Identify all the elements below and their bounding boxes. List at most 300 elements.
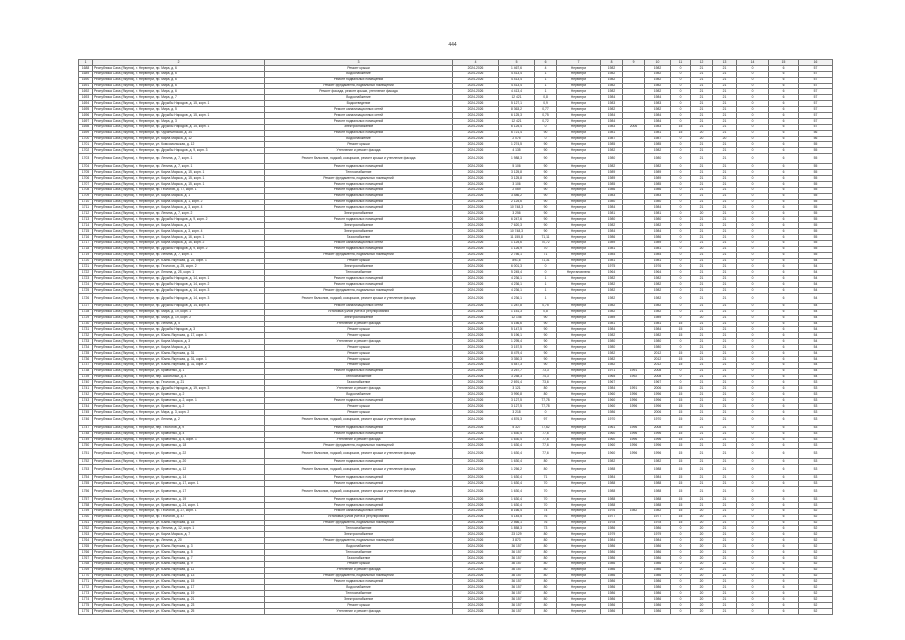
work-type-cell: Ремонт фундамента, подвальных помещений bbox=[265, 287, 453, 293]
year-built-cell: 1989 bbox=[601, 176, 623, 182]
row-number-cell: 1722 bbox=[79, 270, 93, 276]
value-cell: 6 bbox=[769, 520, 799, 526]
period-cell: 2024-2026 bbox=[453, 282, 499, 288]
address-cell: Республика Саха (Якутия), г. Нерюнгри, ул. Южно-Якутская, д. 31 bbox=[93, 350, 265, 356]
wear-cell: 0 bbox=[535, 270, 557, 276]
work-type-cell: Утепление и ремонт фасада bbox=[265, 608, 453, 614]
year-cell: 1986 bbox=[645, 585, 671, 591]
year-built-cell: 1960 bbox=[601, 449, 623, 459]
area-cell: 3 990,8 bbox=[499, 392, 535, 398]
value-cell: 21 bbox=[713, 176, 737, 182]
work-type-cell: Утепление и ремонт фасада bbox=[265, 437, 453, 443]
wear-cell: 1 bbox=[535, 287, 557, 293]
value-cell: 6 bbox=[769, 107, 799, 113]
location-cell: Нерюнгри bbox=[557, 555, 601, 561]
value-cell: 21 bbox=[713, 118, 737, 124]
row-number-cell: 1703 bbox=[79, 154, 93, 164]
address-cell: Республика Саха (Якутия), г. Нерюнгри, ул. Карла Маркса, д. 1 bbox=[93, 223, 265, 229]
wear-cell: 73,3 bbox=[535, 368, 557, 374]
value-cell: 15 bbox=[671, 520, 691, 526]
year-built-cell: 1988 bbox=[601, 497, 623, 503]
value-cell: 21 bbox=[713, 437, 737, 443]
wear-cell: 77,6 bbox=[535, 443, 557, 449]
table-row bbox=[79, 608, 833, 614]
year-built-cell: 1984 bbox=[601, 118, 623, 124]
value-cell: 21 bbox=[713, 124, 737, 130]
work-type-cell: Ремонт фасада, ремонт крыши, утепление фасада bbox=[265, 89, 453, 95]
address-cell: Республика Саха (Якутия), г. Нерюнгри, ул. Кравченко, д. 17 bbox=[93, 487, 265, 497]
value-cell: 21 bbox=[713, 164, 737, 170]
year-cell: 1982 bbox=[645, 287, 671, 293]
value-cell: 21 bbox=[713, 142, 737, 148]
wear-cell: 0,72 bbox=[535, 118, 557, 124]
value-cell: 0 bbox=[671, 118, 691, 124]
value-cell: 21 bbox=[691, 350, 713, 356]
work-type-cell: Ремонт подвальных помещений bbox=[265, 502, 453, 508]
year-built-cell: 1984 bbox=[601, 95, 623, 101]
score-cell: 52 bbox=[799, 508, 833, 514]
value-cell: 15 bbox=[671, 362, 691, 368]
value-cell: 21 bbox=[713, 431, 737, 437]
work-type-cell: Ремонт подвальных помещений bbox=[265, 276, 453, 282]
year-built-cell: 1984 bbox=[601, 252, 623, 258]
row-number-cell: 1770 bbox=[79, 573, 93, 579]
address-cell: Республика Саха (Якутия), г. Нерюнгри, пр. Дружбы Народов, д. 9, корп. 2 bbox=[93, 217, 265, 223]
year-cell: 1980 bbox=[645, 339, 671, 345]
location-cell: Нерюнгри bbox=[557, 77, 601, 83]
score-cell: 53 bbox=[799, 502, 833, 508]
row-number-cell: 1752 bbox=[79, 459, 93, 465]
value-cell: 0 bbox=[737, 264, 769, 270]
score-cell: 55 bbox=[799, 170, 833, 176]
value-cell: 0 bbox=[671, 603, 691, 609]
location-cell: Нерюнгри bbox=[557, 65, 601, 71]
address-cell: Республика Саха (Якутия), г. Нерюнгри, пр. Ленина, д. 7, корп. 1 bbox=[93, 252, 265, 258]
row-number-cell: 1697 bbox=[79, 118, 93, 124]
area-cell: 11 155,8 bbox=[499, 234, 535, 240]
area-cell: 4 547,3 bbox=[499, 362, 535, 368]
year-built-cell: 1982 bbox=[601, 65, 623, 71]
value-cell: 21 bbox=[713, 339, 737, 345]
year-built-cell: 1982 bbox=[601, 362, 623, 368]
year-built-cell: 1986 bbox=[601, 544, 623, 550]
period-cell: 2024-2026 bbox=[453, 65, 499, 71]
value-cell: 0 bbox=[737, 392, 769, 398]
value-cell: 6 bbox=[769, 321, 799, 327]
year-repair-cell: 1996 bbox=[623, 425, 645, 431]
year-repair-cell: 1996 bbox=[623, 437, 645, 443]
value-cell: 21 bbox=[713, 89, 737, 95]
value-cell: 21 bbox=[713, 270, 737, 276]
work-type-cell: Ремонт канализационных сетей bbox=[265, 240, 453, 246]
value-cell: 0 bbox=[737, 89, 769, 95]
column-header: 7 bbox=[557, 60, 601, 66]
area-cell: 4 413,4 bbox=[499, 83, 535, 89]
work-type-cell: Ремонт канализационных сетей bbox=[265, 113, 453, 119]
year-cell: 1988 bbox=[645, 465, 671, 475]
value-cell: 21 bbox=[691, 264, 713, 270]
score-cell: 54 bbox=[799, 303, 833, 309]
year-cell: 1983 bbox=[645, 101, 671, 107]
area-cell: 1 630,4 bbox=[499, 502, 535, 508]
address-cell: Республика Саха (Якутия), г. Нерюнгри, пр. Дружбы Народов, д. 14, корп. 1 bbox=[93, 276, 265, 282]
period-cell: 2024-2026 bbox=[453, 550, 499, 556]
work-type-cell: Теплоснабжение bbox=[265, 374, 453, 380]
value-cell: 21 bbox=[691, 71, 713, 77]
value-cell: 0 bbox=[737, 431, 769, 437]
wear-cell: 77,6 bbox=[535, 431, 557, 437]
value-cell: 6 bbox=[769, 264, 799, 270]
year-cell: 1984 bbox=[645, 475, 671, 481]
value-cell: 21 bbox=[691, 113, 713, 119]
row-number-cell: 1734 bbox=[79, 345, 93, 351]
wear-cell: 90 bbox=[535, 176, 557, 182]
value-cell: 6 bbox=[769, 95, 799, 101]
location-cell: Нерюнгри bbox=[557, 293, 601, 303]
year-cell: 1996 bbox=[645, 443, 671, 449]
wear-cell: 71 bbox=[535, 475, 557, 481]
address-cell: Республика Саха (Якутия), г. Нерюнгри, ул. Кравченко, д. 2, корп. 1 bbox=[93, 398, 265, 404]
area-cell: 2 566,1 bbox=[499, 520, 535, 526]
value-cell: 21 bbox=[713, 71, 737, 77]
value-cell: 21 bbox=[691, 303, 713, 309]
location-cell: Нерюнгри bbox=[557, 502, 601, 508]
row-number-cell: 1702 bbox=[79, 148, 93, 154]
year-repair-cell: 1996 bbox=[623, 392, 645, 398]
wear-cell: 80 bbox=[535, 550, 557, 556]
column-header: 13 bbox=[713, 60, 737, 66]
year-built-cell: 1967 bbox=[601, 380, 623, 386]
wear-cell: 90 bbox=[535, 148, 557, 154]
value-cell: 15 bbox=[671, 327, 691, 333]
year-cell: 2008 bbox=[645, 368, 671, 374]
work-type-cell: Водоснабжение bbox=[265, 544, 453, 550]
location-cell: Нерюнгри bbox=[557, 532, 601, 538]
value-cell: 0 bbox=[671, 199, 691, 205]
period-cell: 2024-2026 bbox=[453, 211, 499, 217]
value-cell: 15 bbox=[671, 403, 691, 409]
location-cell: Нерюнгри bbox=[557, 327, 601, 333]
value-cell: 0 bbox=[737, 77, 769, 83]
value-cell: 21 bbox=[713, 130, 737, 136]
period-cell: 2024-2026 bbox=[453, 579, 499, 585]
row-number-cell: 1753 bbox=[79, 465, 93, 475]
value-cell: 20 bbox=[691, 603, 713, 609]
wear-cell: 90 bbox=[535, 142, 557, 148]
address-cell: Республика Саха (Якутия), г. Нерюнгри, пр. Дружбы Народов, д. 19, корп. 3 bbox=[93, 386, 265, 392]
value-cell: 21 bbox=[713, 205, 737, 211]
wear-cell: 80 bbox=[535, 555, 557, 561]
address-cell: Республика Саха (Якутия), г. Нерюнгри, ул. Карла Маркса, д. 16, корп. 1 bbox=[93, 234, 265, 240]
period-cell: 2024-2026 bbox=[453, 309, 499, 315]
location-cell: Нерюнгри bbox=[557, 287, 601, 293]
year-cell: 1996 bbox=[645, 392, 671, 398]
location-cell: Нерюнгри bbox=[557, 193, 601, 199]
row-number-cell: 1725 bbox=[79, 287, 93, 293]
location-cell: Нерюнгри bbox=[557, 465, 601, 475]
period-cell: 2024-2026 bbox=[453, 164, 499, 170]
score-cell: 57 bbox=[799, 71, 833, 77]
value-cell: 21 bbox=[713, 252, 737, 258]
value-cell: 21 bbox=[691, 217, 713, 223]
value-cell: 21 bbox=[713, 101, 737, 107]
value-cell: 0 bbox=[671, 83, 691, 89]
value-cell: 21 bbox=[713, 327, 737, 333]
period-cell: 2024-2026 bbox=[453, 101, 499, 107]
period-cell: 2024-2026 bbox=[453, 89, 499, 95]
area-cell: 2 125,6 bbox=[499, 199, 535, 205]
year-built-cell: 1981 bbox=[601, 246, 623, 252]
value-cell: 0 bbox=[671, 303, 691, 309]
value-cell: 21 bbox=[713, 497, 737, 503]
value-cell: 6 bbox=[769, 392, 799, 398]
area-cell: 1 151,3 bbox=[499, 309, 535, 315]
year-cell: 2008 bbox=[645, 425, 671, 431]
value-cell: 0 bbox=[737, 136, 769, 142]
value-cell: 6 bbox=[769, 459, 799, 465]
wear-cell: 90 bbox=[535, 315, 557, 321]
value-cell: 21 bbox=[691, 83, 713, 89]
location-cell: Нерюнгри bbox=[557, 240, 601, 246]
value-cell: 6 bbox=[769, 608, 799, 614]
value-cell: 21 bbox=[691, 443, 713, 449]
wear-cell: 77,78 bbox=[535, 403, 557, 409]
value-cell: 21 bbox=[713, 333, 737, 339]
value-cell: 0 bbox=[737, 246, 769, 252]
score-cell: 57 bbox=[799, 83, 833, 89]
year-built-cell: 1982 bbox=[601, 89, 623, 95]
year-built-cell: 1981 bbox=[601, 211, 623, 217]
work-type-cell: Ремонт канализационных сетей bbox=[265, 303, 453, 309]
value-cell: 0 bbox=[737, 459, 769, 465]
value-cell: 20 bbox=[691, 130, 713, 136]
value-cell: 0 bbox=[671, 234, 691, 240]
area-cell: 3 157,5 bbox=[499, 345, 535, 351]
value-cell: 6 bbox=[769, 124, 799, 130]
value-cell: 0 bbox=[737, 514, 769, 520]
score-cell: 54 bbox=[799, 276, 833, 282]
address-cell: Республика Саха (Якутия), г. Нерюнгри, пр. Геологов, д. 21 bbox=[93, 380, 265, 386]
area-cell: 1 630,4 bbox=[499, 459, 535, 465]
row-number-cell: 1740 bbox=[79, 380, 93, 386]
score-cell: 57 bbox=[799, 77, 833, 83]
score-cell: 52 bbox=[799, 544, 833, 550]
area-cell: 3 486,2 bbox=[499, 193, 535, 199]
wear-cell: 90 bbox=[535, 356, 557, 362]
period-cell: 2024-2026 bbox=[453, 270, 499, 276]
year-cell: 1986 bbox=[645, 526, 671, 532]
address-cell: Республика Саха (Якутия), г. Нерюнгри, ул. Карла Маркса, д. 15, корп. 1 bbox=[93, 176, 265, 182]
value-cell: 6 bbox=[769, 386, 799, 392]
value-cell: 21 bbox=[691, 362, 713, 368]
score-cell: 55 bbox=[799, 252, 833, 258]
work-type-cell: Утепление и ремонт фасада bbox=[265, 567, 453, 573]
work-type-cell: Ремонт канализационных сетей bbox=[265, 508, 453, 514]
row-number-cell: 1704 bbox=[79, 164, 93, 170]
year-built-cell: 1982 bbox=[601, 459, 623, 465]
area-cell: 6 247,6 bbox=[499, 217, 535, 223]
value-cell: 21 bbox=[691, 475, 713, 481]
address-cell: Республика Саха (Якутия), г. Нерюнгри, ул. Карла Маркса, д. 7 bbox=[93, 532, 265, 538]
wear-cell: 80 bbox=[535, 532, 557, 538]
score-cell: 52 bbox=[799, 579, 833, 585]
area-cell: 3 218 bbox=[499, 409, 535, 415]
period-cell: 2024-2026 bbox=[453, 339, 499, 345]
year-built-cell: 1980 bbox=[601, 339, 623, 345]
period-cell: 2024-2026 bbox=[453, 142, 499, 148]
period-cell: 2024-2026 bbox=[453, 176, 499, 182]
period-cell: 2024-2026 bbox=[453, 532, 499, 538]
score-cell: 53 bbox=[799, 449, 833, 459]
value-cell: 15 bbox=[671, 487, 691, 497]
year-cell: 1980 bbox=[645, 199, 671, 205]
value-cell: 0 bbox=[671, 561, 691, 567]
value-cell: 6 bbox=[769, 205, 799, 211]
value-cell: 21 bbox=[691, 449, 713, 459]
value-cell: 0 bbox=[671, 181, 691, 187]
location-cell: Нерюнгри bbox=[557, 246, 601, 252]
work-type-cell: Водоотведение bbox=[265, 101, 453, 107]
address-cell: Республика Саха (Якутия), г. Нерюнгри, ул. Южно-Якутская, д. 25 bbox=[93, 608, 265, 614]
column-header: 9 bbox=[623, 60, 645, 66]
area-cell: 1 467,6 bbox=[499, 65, 535, 71]
year-cell: 1987 bbox=[645, 136, 671, 142]
value-cell: 0 bbox=[671, 240, 691, 246]
year-cell: 1984 bbox=[645, 538, 671, 544]
period-cell: 2024-2026 bbox=[453, 608, 499, 614]
score-cell: 54 bbox=[799, 327, 833, 333]
row-number-cell: 1737 bbox=[79, 362, 93, 368]
area-cell: 10 748,3 bbox=[499, 229, 535, 235]
period-cell: 2024-2026 bbox=[453, 217, 499, 223]
table-body bbox=[79, 65, 833, 614]
period-cell: 2024-2026 bbox=[453, 229, 499, 235]
year-cell: 2008 bbox=[645, 374, 671, 380]
row-number-cell: 1692 bbox=[79, 89, 93, 95]
year-cell: 1985 bbox=[645, 181, 671, 187]
table-row bbox=[79, 487, 833, 497]
address-cell: Республика Саха (Якутия), г. Нерюнгри, пер. Школьный, д. 4 bbox=[93, 374, 265, 380]
value-cell: 20 bbox=[691, 532, 713, 538]
value-cell: 6 bbox=[769, 234, 799, 240]
year-built-cell: 1986 bbox=[601, 550, 623, 556]
wear-cell: 0,8 bbox=[535, 95, 557, 101]
value-cell: 6 bbox=[769, 303, 799, 309]
row-number-cell: 1721 bbox=[79, 264, 93, 270]
column-header: 15 bbox=[769, 60, 799, 66]
year-repair-cell: 1991 bbox=[623, 368, 645, 374]
value-cell: 21 bbox=[691, 95, 713, 101]
area-cell: 1 630,4 bbox=[499, 431, 535, 437]
value-cell: 21 bbox=[713, 380, 737, 386]
period-cell: 2024-2026 bbox=[453, 544, 499, 550]
value-cell: 21 bbox=[713, 95, 737, 101]
address-cell: Республика Саха (Якутия), г. Нерюнгри, ул. Южно-Якутская, д. 11 bbox=[93, 567, 265, 573]
area-cell: 1 126,9 bbox=[499, 246, 535, 252]
period-cell: 2024-2026 bbox=[453, 246, 499, 252]
location-cell: Нерюнгри bbox=[557, 544, 601, 550]
work-type-cell: Ремонт подвальных помещений bbox=[265, 217, 453, 223]
year-built-cell: 1960 bbox=[601, 398, 623, 404]
value-cell: 21 bbox=[713, 487, 737, 497]
address-cell: Республика Саха (Якутия), г. Нерюнгри, ул. Южно-Якутская, д. 7 bbox=[93, 555, 265, 561]
score-cell: 53 bbox=[799, 443, 833, 449]
wear-cell: 0,8 bbox=[535, 309, 557, 315]
score-cell: 55 bbox=[799, 154, 833, 164]
work-type-cell: Ремонт подвальных помещений bbox=[265, 398, 453, 404]
score-cell: 55 bbox=[799, 142, 833, 148]
value-cell: 21 bbox=[713, 362, 737, 368]
area-cell: 3 350,3 bbox=[499, 356, 535, 362]
wear-cell: 77,78 bbox=[535, 398, 557, 404]
work-type-cell: Ремонт балконов, лоджий, козырьков, ремонт крыши и утепление фасада bbox=[265, 154, 453, 164]
year-built-cell: 1960 bbox=[601, 437, 623, 443]
value-cell: 21 bbox=[713, 544, 737, 550]
value-cell: 0 bbox=[737, 508, 769, 514]
location-cell: Нерюнгри bbox=[557, 392, 601, 398]
value-cell: 6 bbox=[769, 380, 799, 386]
year-cell: 1980 bbox=[645, 345, 671, 351]
area-cell: 4 135 bbox=[499, 148, 535, 154]
address-cell: Республика Саха (Якутия), г. Нерюнгри, пр. Ленина, д. 7, корп. 2 bbox=[93, 211, 265, 217]
value-cell: 6 bbox=[769, 148, 799, 154]
value-cell: 0 bbox=[671, 164, 691, 170]
location-cell: Нерюнгри bbox=[557, 550, 601, 556]
period-cell: 2024-2026 bbox=[453, 526, 499, 532]
wear-cell: 70 bbox=[535, 246, 557, 252]
area-cell: 5 106 bbox=[499, 164, 535, 170]
year-repair-cell: 2006 bbox=[623, 124, 645, 130]
score-cell: 55 bbox=[799, 193, 833, 199]
year-built-cell: 1989 bbox=[601, 315, 623, 321]
year-cell: 1982 bbox=[645, 293, 671, 303]
value-cell: 15 bbox=[671, 443, 691, 449]
period-cell: 2024-2026 bbox=[453, 136, 499, 142]
value-cell: 21 bbox=[691, 403, 713, 409]
location-cell: Нерюнгри bbox=[557, 83, 601, 89]
wear-cell: 80 bbox=[535, 567, 557, 573]
area-cell: 1 858,3 bbox=[499, 526, 535, 532]
wear-cell: 1 bbox=[535, 293, 557, 303]
value-cell: 21 bbox=[691, 270, 713, 276]
area-cell: 5 327 bbox=[499, 425, 535, 431]
area-cell: 4 236,1 bbox=[499, 282, 535, 288]
period-cell: 2024-2026 bbox=[453, 561, 499, 567]
location-cell: Нерюнгри bbox=[557, 561, 601, 567]
period-cell: 2024-2026 bbox=[453, 345, 499, 351]
value-cell: 21 bbox=[713, 181, 737, 187]
value-cell: 0 bbox=[737, 538, 769, 544]
value-cell: 0 bbox=[737, 591, 769, 597]
value-cell: 20 bbox=[691, 508, 713, 514]
year-repair-cell: 1992 bbox=[623, 374, 645, 380]
row-number-cell: 1754 bbox=[79, 475, 93, 481]
wear-cell: 90 bbox=[535, 229, 557, 235]
value-cell: 0 bbox=[671, 223, 691, 229]
address-cell: Республика Саха (Якутия), г. Нерюнгри, пр. Мира, д. 5 bbox=[93, 107, 265, 113]
area-cell: 36 157 bbox=[499, 591, 535, 597]
area-cell: 3 873 bbox=[499, 538, 535, 544]
location-cell: Нерюнгри bbox=[557, 199, 601, 205]
value-cell: 15 bbox=[671, 333, 691, 339]
period-cell: 2024-2026 bbox=[453, 187, 499, 193]
year-built-cell: 1980 bbox=[601, 345, 623, 351]
value-cell: 6 bbox=[769, 77, 799, 83]
value-cell: 21 bbox=[713, 561, 737, 567]
area-cell: 3 258,3 bbox=[499, 374, 535, 380]
year-built-cell: 1982 bbox=[601, 223, 623, 229]
score-cell: 56 bbox=[799, 130, 833, 136]
